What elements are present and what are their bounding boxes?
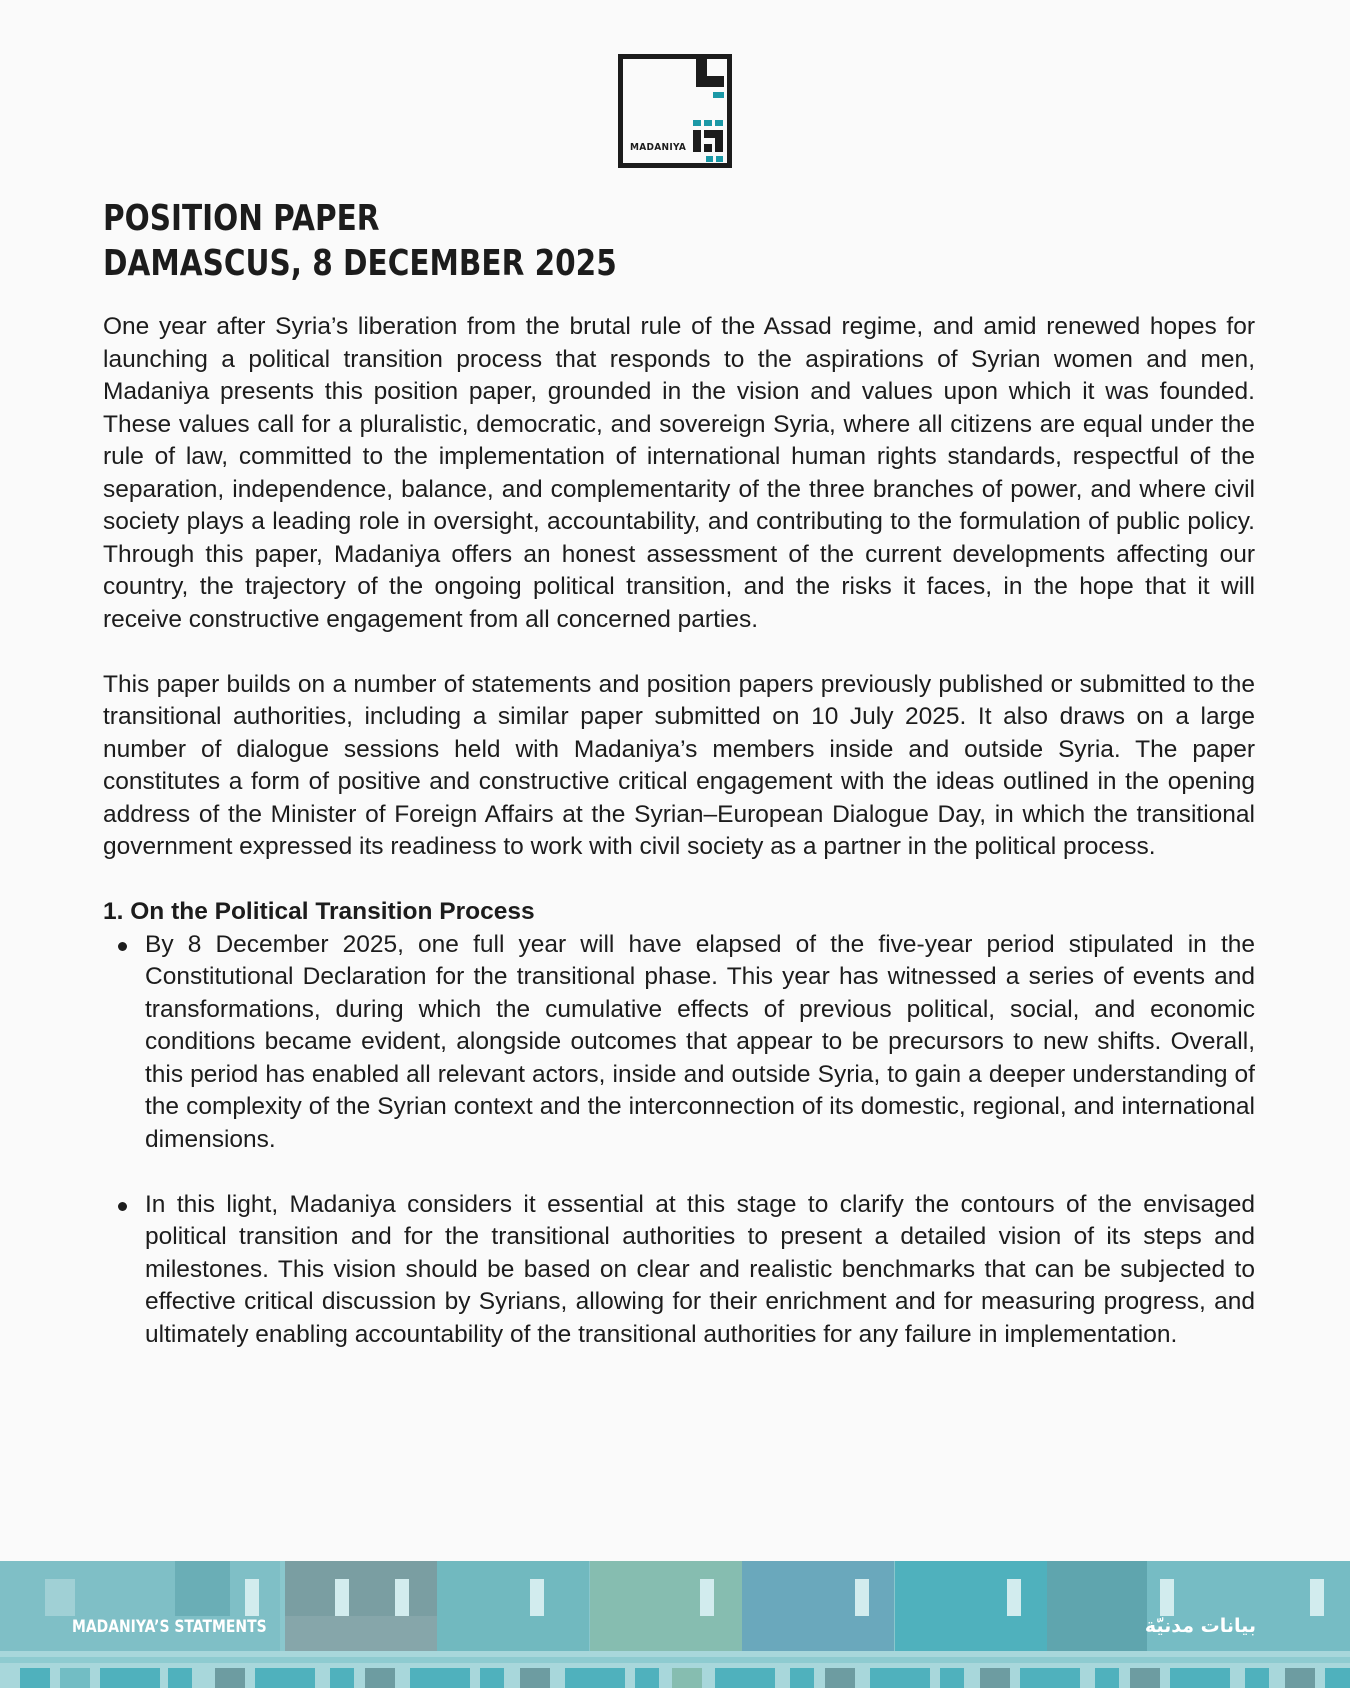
footer-statements-label: MADANIYA’S STATMENTS [72,1617,267,1637]
section-title: 1. On the Political Transition Process [103,898,535,925]
document-heading [103,196,617,286]
footer-arabic-label: بيانات مدنيّة [1144,1615,1256,1637]
footer-banner [0,1561,1350,1688]
intro-paragraph: One year after Syria’s liberation from the brutal rule of the Assad regime, and amid renewed hopes for launching a political transition process that responds to the aspirations of Syrian women and men, Madaniya presents this position paper, grounded in the vision and values upon which it was founded. These values call for a pluralistic, democratic, and sovereign Syria, where all citizens are equal under the rule of law, committed to the implementation of international human rights standards, respectful of the separation, independence, balance, and complementarity of the three branches of power, and where civil society plays a leading role in oversight, accountability, and contributing to the formulation of public policy. Through this paper, Madaniya offers an honest assessment of the current developments affecting our country, the trajectory of the ongoing political transition, and the risks it faces, in the hope that it will receive constructive engagement from all concerned parties. [103,313,1255,633]
background-paragraph: This paper builds on a number of statements and position papers previously published or submitted to the transitional authorities, including a similar paper submitted on 10 July 2025. It also draws on a large number of dialogue sessions held with Madaniya’s members inside and outside Syria. The paper constitutes a form of positive and constructive critical engagement with the ideas outlined in the opening address of the Minister of Foreign Affairs at the Syrian–European Dialogue Day, in which the transitional government expressed its readiness to work with civil society as a partner in the political process. [103,670,1255,860]
madaniya-logo [618,54,732,168]
bullet-item: In this light, Madaniya considers it essential at this stage to clarify the contours of the envisaged political transition and for the transitional authorities to present a detailed vision of its steps and milestones. This vision should be based on clear and realistic benchmarks that can be subjected to effective critical discussion by Syrians, allowing for their enrichment and for measuring progress, and ultimately enabling accountability of the transitional authorities for any failure in implementation. [145,1189,1255,1352]
logo-wordmark: MADANIYA [630,142,687,153]
bullet-item: By 8 December 2025, one full year will have elapsed of the five-year period stipulated in the Constitutional Declaration for the transitional phase. This year has witnessed a series of events and transformations, during which the cumulative effects of previous political, social, and economic conditions became evident, alongside outcomes that appear to be precursors to new shifts. Overall, this period has enabled all relevant actors, inside and outside Syria, to gain a deeper understanding of the complexity of the Syrian context and the interconnection of its domestic, regional, and international dimensions. [145,929,1255,1157]
heading-place-date: DAMASCUS, 8 DECEMBER 2025 [103,243,617,284]
heading-title: POSITION PAPER [103,198,380,239]
section-bullet-list [103,929,1255,1352]
document-body [103,311,1255,1384]
